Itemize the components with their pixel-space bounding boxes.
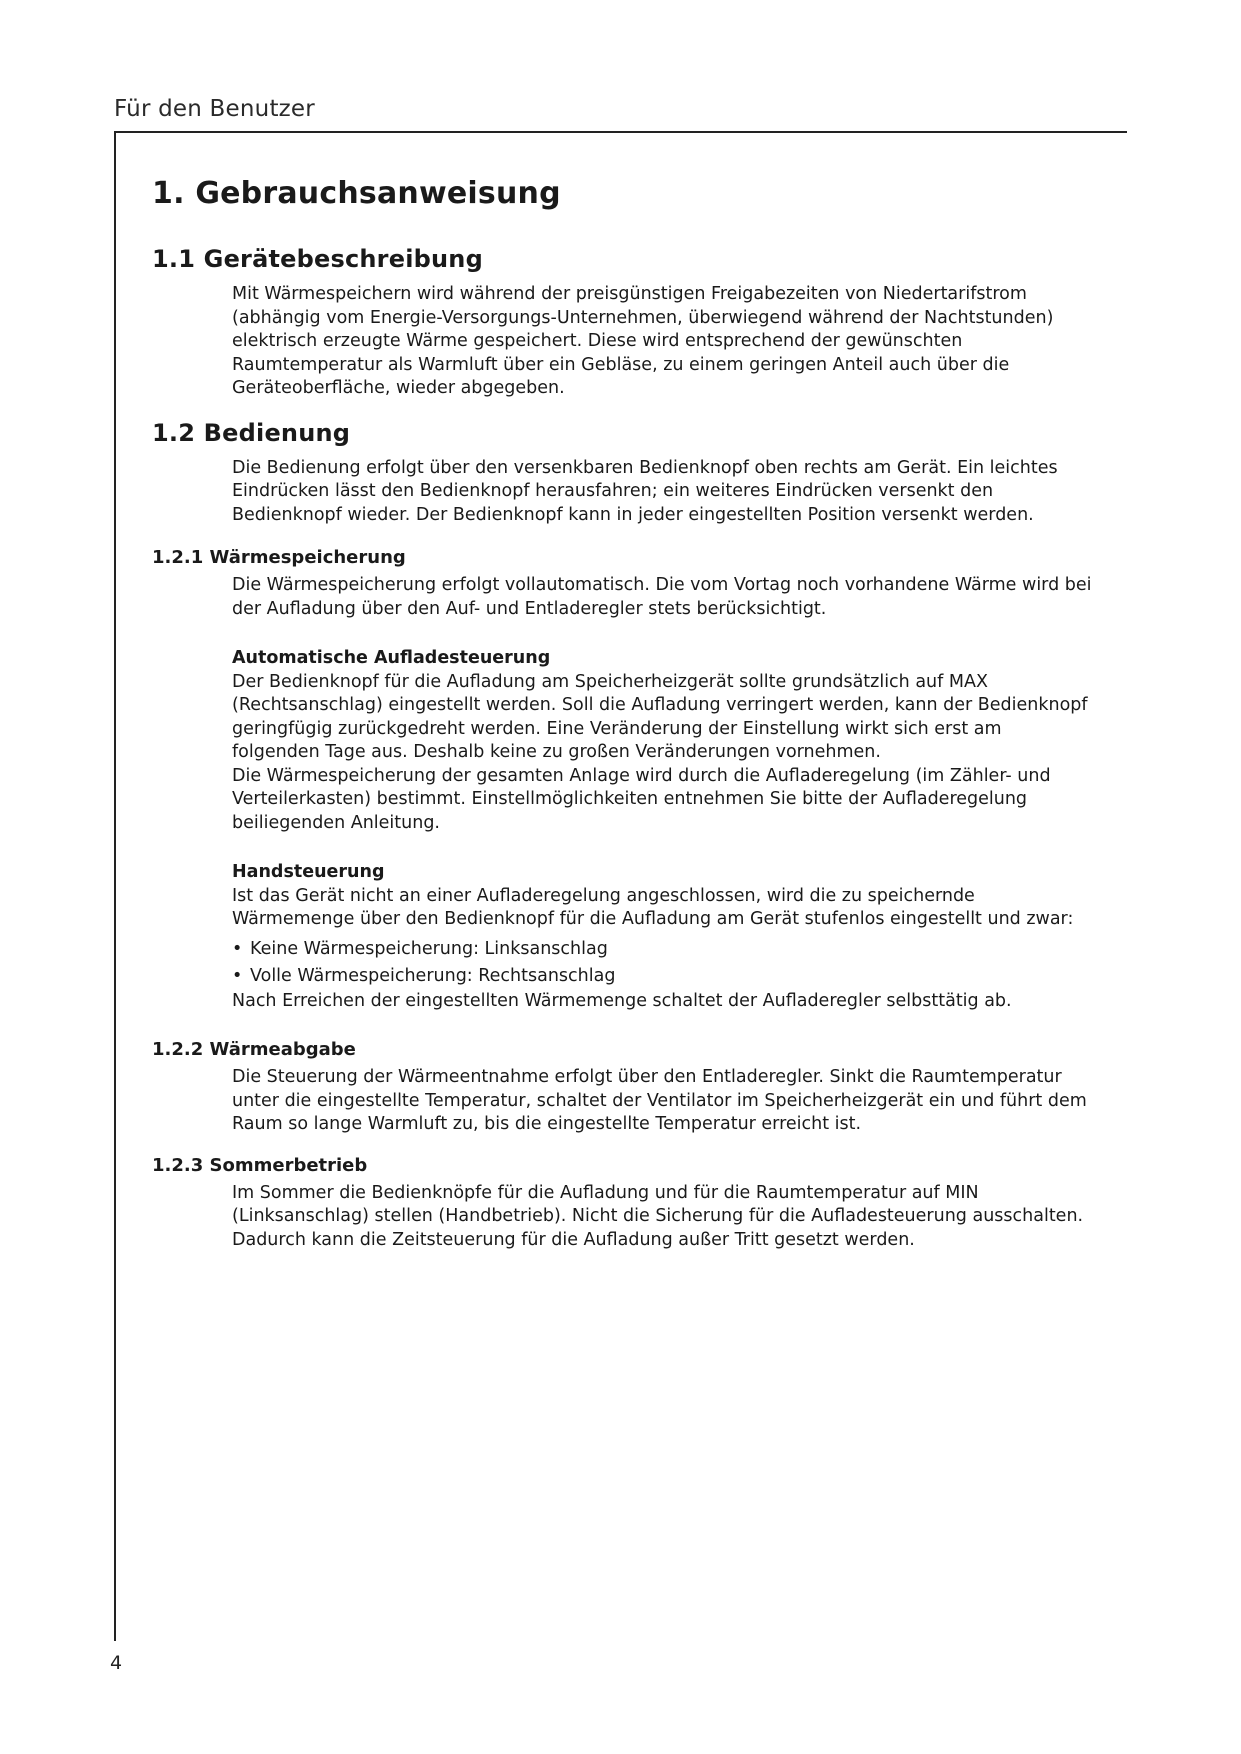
page-number: 4 [110, 1652, 123, 1674]
paragraph: Die Wärmespeicherung der gesamten Anlage wird durch die Aufladeregelung (im Zähler- und Verteilerkasten) bestimmt. Einstellmöglichkeiten entnehmen Sie bitte der Aufladeregelung beiliegenden Anleitung. [232, 765, 1051, 833]
margin-rule [114, 131, 116, 1641]
main-content [152, 176, 1112, 1266]
subheading: Handsteuerung [232, 862, 385, 882]
paragraph: Mit Wärmespeichern wird während der preisgünstigen Freigabezeiten von Niedertarifstrom (abhängig vom Energie-Versorgungs-Unternehmen, überwiegend während der Nachtstunden) elektrisch erzeugte Wärme gespeichert. Diese wird entsprechend der gewünschten Raumtemperatur als Warmluft über ein Gebläse, zu einem geringen Anteil auch über die Geräteoberfläche, wieder abgegeben. [232, 284, 1054, 398]
paragraph: Die Wärmespeicherung erfolgt vollautomatisch. Die vom Vortag noch vorhandene Wärme wird bei der Aufladung über den Auf- und Entladeregler stets berücksichtigt. [232, 575, 1092, 619]
paragraph: Nach Erreichen der eingestellten Wärmemenge schaltet der Aufladeregler selbsttätig ab. [232, 990, 1012, 1011]
running-header: Für den Benutzer [114, 96, 315, 122]
bullet-list [232, 936, 1092, 990]
paragraph: Die Steuerung der Wärmeentnahme erfolgt über den Entladeregler. Sinkt die Raumtemperatur unter die eingestellte Temperatur, schaltet der Ventilator im Speicherheizgerät ein und führt dem Raum so lange Warmluft zu, bis die eingestellte Temperatur erreicht ist. [232, 1067, 1087, 1134]
manual-control-block [232, 861, 1092, 1013]
section-waermeabgabe [152, 1039, 1112, 1137]
automatic-charging-block [232, 647, 1092, 835]
header-rule [114, 131, 1127, 133]
section-geraetebeschreibung [152, 245, 1112, 401]
subsection-title: 1.2.3 Sommerbetrieb [152, 1154, 368, 1176]
bullet-icon: • [232, 938, 243, 959]
subsection-title: 1.2.2 Wärmeabgabe [152, 1039, 356, 1060]
section-sommerbetrieb [152, 1155, 1112, 1253]
paragraph: Im Sommer die Bedienknöpfe für die Aufladung und für die Raumtemperatur auf MIN (Linksanschlag) stellen (Handbetrieb). Nicht die Sicherung für die Aufladesteuerung ausschalten. Dadurch kann die Zeitsteuerung für die Aufladung außer Tritt gesetzt werden. [232, 1182, 1084, 1250]
subsection-title: 1.2.1 Wärmespeicherung [152, 547, 406, 568]
section-title: 1.2 Bedienung [152, 418, 351, 447]
list-item: • Volle Wärmespeicherung: Rechtsanschlag [232, 963, 1092, 990]
chapter-title: 1. Gebrauchsanweisung [152, 176, 561, 211]
paragraph: Der Bedienknopf für die Aufladung am Speicherheizgerät sollte grundsätzlich auf MAX (Rechtsanschlag) eingestellt werden. Soll die Aufladung verringert werden, kann der Bedienknopf geringfügig zurückgedreht werden. Eine Veränderung der Einstellung wirkt sich erst am folgenden Tage aus. Deshalb keine zu großen Veränderungen vornehmen. [232, 671, 1088, 762]
section-title: 1.1 Gerätebeschreibung [152, 245, 483, 273]
bullet-icon: • [232, 965, 243, 986]
paragraph: Ist das Gerät nicht an einer Aufladeregelung angeschlossen, wird die zu speichernde Wärmemenge über den Bedienknopf für die Aufladung am Gerät stufenlos eingestellt und zwar: [232, 885, 1074, 929]
section-bedienung [152, 419, 1112, 528]
list-item: • Keine Wärmespeicherung: Linksanschlag [232, 936, 1092, 963]
subheading: Automatische Aufladesteuerung [232, 648, 551, 668]
paragraph: Die Bedienung erfolgt über den versenkbaren Bedienknopf oben rechts am Gerät. Ein leichtes Eindrücken lässt den Bedienknopf herausfahren; ein weiteres Eindrücken versenkt den Bedienknopf wieder. Der Bedienknopf kann in jeder eingestellten Position versenkt werden. [232, 457, 1058, 525]
section-waermespeicherung [152, 547, 1112, 1013]
